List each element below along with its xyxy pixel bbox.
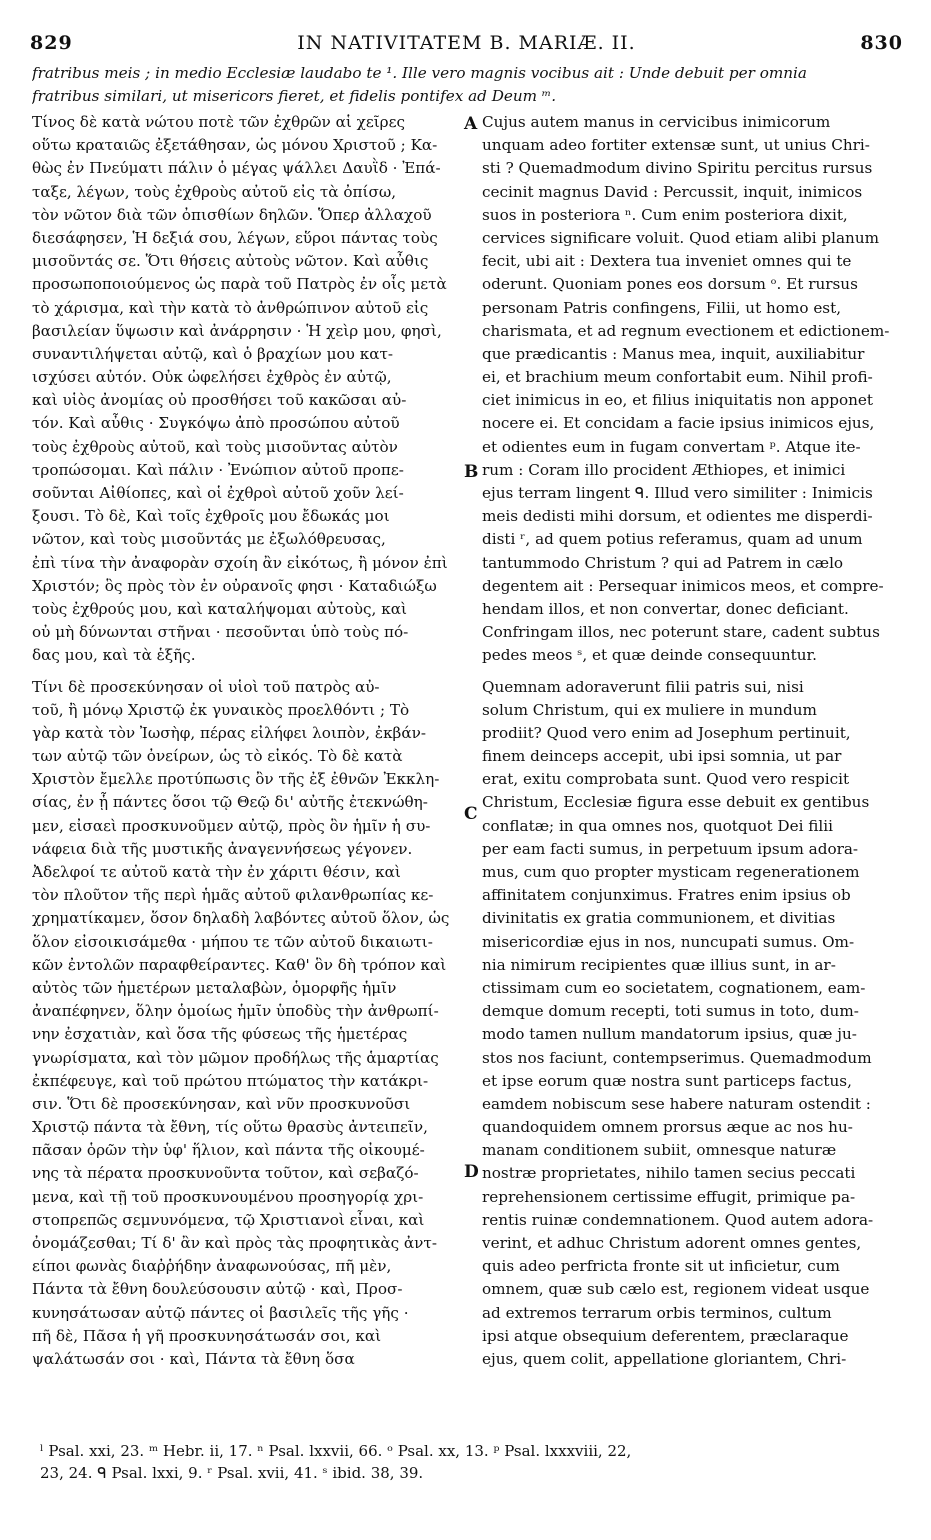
text-line: μεν, εἰσαεὶ προσκυνοῦμεν αὐτῷ, πρὸς ὃν ἡμῖν ἡ συ- [32,816,431,835]
page-number-left: 829 [30,32,73,54]
text-line: ταξε, λέγων, τοὺς ἐχθροὺς αὐτοῦ εἰς τὰ ὀπίσω, [32,182,397,201]
text-line: charismata, et ad regnum evectionem et edictionem- [482,321,890,340]
text-line: θὼς ἐν Πνεύματι πάλιν ὁ μέγας ψάλλει Δαυῒδ · Ἐπά- [32,159,441,178]
text-line: νῶτον, καὶ τοὺς μισοῦντάς με ἐξωλόθρευσας, [32,530,386,549]
text-line: Χριστόν; ὃς πρὸς τὸν ἐν οὐρανοῖς φησι · Καταδιώξω [32,576,437,595]
text-line: ψαλάτωσάν σοι · καὶ, Πάντα τὰ ἔθνη ὅσα [32,1349,355,1368]
text-line: Quemnam adoraverunt filii patris sui, nisi [482,677,804,696]
text-line: τοὺς ἐχθρούς μου, καὶ καταλήψομαι αὐτοὺς, καὶ [32,599,407,618]
text-line: nostræ proprietates, nihilo tamen secius peccati [482,1164,856,1183]
text-line: conflatæ; in qua omnes nos, quotquot Dei filii [482,816,833,835]
text-line: finem deinceps accepit, ubi ipsi somnia, ut par [482,747,842,766]
text-line: per eam facti sumus, in perpetuum ipsum adora- [482,839,859,858]
text-line: βασιλείαν ὕψωσιν καὶ ἀνάρρησιν · Ἡ χεὶρ μου, φησὶ, [32,321,442,340]
text-line: σίας, ἐν ᾗ πάντες ὅσοι τῷ Θεῷ δι' αὐτῆς ἐτεκνώθη- [32,793,428,812]
text-line: reprehensionem certissime effugit, primique pa- [482,1187,856,1206]
text-line: χρηματίκαμεν, ὅσον δηλαδὴ λαβόντες αὐτοῦ ὅλον, ὡς [32,909,450,928]
greek-column [32,111,462,1371]
text-line: ἀναπέφηνεν, ὅλην ὁμοίως ἡμῖν ὑποδὺς τὴν ἀνθρωπί- [32,1002,439,1021]
text-line: Cujus autem manus in cervicibus inimicorum [482,113,831,131]
text-line: προσωποποιούμενος ὡς παρὰ τοῦ Πατρὸς ἐν οἷς μετὰ [32,275,447,294]
text-line: manam conditionem subiit, omnesque naturæ [482,1141,837,1160]
text-line: tantummodo Christum ? qui ad Patrem in cælo [482,553,844,572]
text-line: ισχύσει αὐτόν. Οὐκ ὠφελήσει ἐχθρὸς ἐν αὐτῷ, [32,368,392,387]
text-line: τὸν νῶτον διὰ τῶν ὀπισθίων δηλῶν. Ὅπερ ἀλλαχοῦ [32,205,432,224]
text-line: σοῦνται Αἰθίοπες, καὶ οἱ ἐχθροὶ αὐτοῦ χοῦν λεί- [32,484,404,502]
margin-marker-d: D [464,1162,479,1182]
page-header [30,32,903,58]
text-line: omnem, quæ sub cælo est, regionem videat usque [482,1280,870,1299]
text-line: των αὐτῷ τῶν ὀνείρων, ὡς τὸ εἰκός. Τὸ δὲ κατὰ [32,747,403,766]
text-line: affinitatem conjunximus. Fratres enim ipsius ob [482,886,851,905]
text-line: degentem ait : Persequar inimicos meos, et compre- [482,576,884,595]
text-line: quandoquidem omnem prorsus æque ac nos hu- [482,1118,853,1137]
text-line: stos nos faciunt, contempserimus. Quemadmodum [482,1048,872,1067]
text-line: τὸ χάρισμα, καὶ τὴν κατὰ τὸ ἀνθρώπινον αὐτοῦ εἰς [32,298,429,317]
running-title: IN NATIVITATEM B. MARIÆ. II. [297,32,636,54]
footnotes [40,1440,898,1484]
footnote-line: 23, 24. ᑫ Psal. lxxi, 9. ʳ Psal. xvii, 41. ˢ ibid. 38, 39. [40,1464,424,1482]
text-line: cervices significare voluit. Quod etiam alibi planum [482,228,879,247]
text-line: μισοῦντάς σε. Ὅτι θήσεις αὐτοὺς νῶτον. Καὶ αὖθις [32,252,429,271]
text-line: fratribus similari, ut misericors fieret, et fidelis pontifex ad Deum ᵐ. [32,87,557,105]
text-line: verint, et adhuc Christum adorent omnes gentes, [482,1234,862,1252]
text-line: δας μου, καὶ τὰ ἑξῆς. [32,646,196,665]
margin-marker-c: C [464,804,478,824]
text-line: quis adeo perfricta fronte sit ut inficietur, cum [482,1257,840,1276]
text-line: hendam illos, et non convertar, donec deficiant. [482,599,849,618]
text-line: ipsi atque obsequium deferentem, præclaraque [482,1326,849,1345]
page-number-right: 830 [860,32,903,54]
text-line: νην ἐσχατιὰν, καὶ ὅσα τῆς φύσεως τῆς ἡμετέρας [32,1025,408,1044]
text-line: misericordiæ ejus in nos, nuncupati sumus. Om- [482,932,855,951]
text-line: fecit, ubi ait : Dextera tua inveniet omnes qui te [482,252,852,271]
text-line: οὕτω κραταιῶς ἐξετάθησαν, ὡς μόνου Χριστοῦ ; Κα- [32,136,438,155]
text-line: unquam adeo fortiter extensæ sunt, ut unius Chri- [482,136,870,155]
text-line: ἐπὶ τίνα τὴν ἀναφορὰν σχοίη ἂν εἰκότως, ἢ μόνον ἐπὶ [32,553,448,572]
text-line: personam Patris confingens, Filii, ut homo est, [482,298,842,317]
text-line: ejus, quem colit, appellatione gloriantem, Chri- [482,1349,847,1368]
footnote-line: ˡ Psal. xxi, 23. ᵐ Hebr. ii, 17. ⁿ Psal. lxxvii, 66. ᵒ Psal. xx, 13. ᵖ Psal. lxxxviii, 22, [40,1442,632,1460]
margin-marker-b: B [464,462,479,482]
text-line: eamdem nobiscum sese habere naturam ostendit : [482,1094,871,1113]
text-line: mus, cum quo propter mysticam regenerationem [482,863,860,881]
text-line: Confringam illos, nec poterunt stare, cadent subtus [482,623,880,642]
text-line: συναντιλήψεται αὐτῷ, καὶ ὁ βραχίων μου κατ- [32,344,393,363]
text-line: Ἀδελφοί τε αὐτοῦ κατὰ τὴν ἐν χάριτι θέσιν, καὶ [32,863,401,881]
text-line: Τίνι δὲ προσεκύνησαν οἱ υἱοὶ τοῦ πατρὸς αὐ- [32,677,380,696]
text-line: Πάντα τὰ ἔθνη δουλεύσουσιν αὐτῷ · καὶ, Προσ- [32,1280,403,1299]
text-line: nocere ei. Et concidam a facie ipsius inimicos ejus, [482,414,875,433]
text-line: πᾶσαν ὁρῶν τὴν ὑφ' ἥλιον, καὶ πάντα τῆς οἰκουμέ- [32,1141,425,1160]
text-line: σιν. Ὅτι δὲ προσεκύνησαν, καὶ νῦν προσκυνοῦσι [32,1094,411,1113]
text-line: τροπώσομαι. Καὶ πάλιν · Ἐνώπιον αὐτοῦ προπε- [32,460,404,479]
text-line: erat, exitu comprobata sunt. Quod vero respicit [482,770,850,789]
text-line: rentis ruinæ condemnationem. Quod autem adora- [482,1210,874,1229]
text-line: διεσάφησεν, Ἡ δεξιά σου, λέγων, εὕροι πάντας τοὺς [32,228,438,247]
latin-column [482,111,894,1371]
text-line: suos in posteriora ⁿ. Cum enim posteriora dixit, [482,205,848,224]
text-line: κυνησάτωσαν αὐτῷ πάντες οἱ βασιλεῖς τῆς γῆς · [32,1303,409,1322]
text-line: sti ? Quemadmodum divino Spiritu percitus rursus [482,159,873,178]
text-line: καὶ υἱὸς ἀνομίας οὐ προσθήσει τοῦ κακῶσαι αὐ- [32,391,407,410]
text-line: cecinit magnus David : Percussit, inquit, inimicos [482,182,863,201]
text-line: fratribus meis ; in medio Ecclesiæ laudabo te ¹. Ille vero magnis vocibus ait : Unde debuit per omnia [32,64,807,82]
text-line: στοπρεπῶς σεμνυνόμενα, τῷ Χριστιανοὶ εἶναι, καὶ [32,1210,425,1229]
text-line: prodiit? Quod vero enim ad Josephum pertinuit, [482,723,851,742]
text-line: ἐκπέφευγε, καὶ τοῦ πρώτου πτώματος τὴν κατάκρι- [32,1071,429,1090]
text-line: Τίνος δὲ κατὰ νώτου ποτὲ τῶν ἐχθρῶν αἱ χεῖρες [32,113,405,131]
text-line: ad extremos terrarum orbis terminos, cultum [482,1303,832,1322]
intro-paragraph [32,62,894,108]
text-line: solum Christum, qui ex muliere in mundum [482,700,817,719]
text-line: disti ʳ, ad quem potius referamus, quam ad unum [482,530,863,549]
text-line: rum : Coram illo procident Æthiopes, et inimici [482,460,846,479]
text-line: ὅλον εἰσοικισάμεθα · μήπου τε τῶν αὐτοῦ δικαιωτι- [32,932,433,951]
text-line: et ipse eorum quæ nostra sunt particeps factus, [482,1071,852,1090]
text-line: que prædicantis : Manus mea, inquit, auxiliabitur [482,344,865,363]
text-line: meis dedisti mihi dorsum, et odientes me disperdi- [482,507,873,526]
text-line: Χριστὸν ἔμελλε προτύπωσις ὂν τῆς ἐξ ἐθνῶν Ἐκκλη- [32,770,440,789]
text-line: κῶν ἐντολῶν παραφθείραντες. Καθ' ὃν δὴ τρόπον καὶ [32,955,447,974]
text-line: πῆ δὲ, Πᾶσα ἡ γῆ προσκυνησάτωσάν σοι, καὶ [32,1326,382,1345]
text-line: ctissimam cum eo societatem, cognationem, eam- [482,978,866,997]
text-line: τοῦ, ἢ μόνῳ Χριστῷ ἐκ γυναικὸς προελθόντι ; Τὸ [32,700,410,719]
text-line: pedes meos ˢ, et quæ deinde consequuntur. [482,646,817,665]
text-line: ὀνομάζεσθαι; Τί δ' ἂν καὶ πρὸς τὰς προφητικὰς ἀντ- [32,1234,437,1252]
text-line: ξουσι. Τὸ δὲ, Καὶ τοῖς ἐχθροῖς μου ἔδωκάς μοι [32,507,390,526]
text-line: et odientes eum in fugam convertam ᵖ. Atque ite- [482,437,861,456]
text-line: οὐ μὴ δύνωνται στῆναι · πεσοῦνται ὑπὸ τοὺς πό- [32,623,409,642]
text-line: τὸν πλοῦτον τῆς περὶ ἡμᾶς αὐτοῦ φιλανθρωπίας κε- [32,886,434,905]
text-line: ei, et brachium meum confortabit eum. Nihil profi- [482,368,873,387]
text-line: modo tamen nullum mandatorum ipsius, quæ ju- [482,1025,857,1044]
text-line: γνωρίσματα, καὶ τὸν μῶμον προδήλως τῆς ἁμαρτίας [32,1048,439,1067]
text-line: αὐτὸς τῶν ἡμετέρων μεταλαβὼν, ὁμορφῆς ἡμῖν [32,978,397,997]
text-line: nia nimirum recipientes quæ illius sunt, in ar- [482,955,836,974]
text-line: ciet inimicus in eo, et filius iniquitatis non apponet [482,391,874,410]
text-line: μενα, καὶ τῇ τοῦ προσκυνουμένου προσηγορίᾳ χρι- [32,1187,424,1206]
text-line: oderunt. Quoniam pones eos dorsum ᵒ. Et rursus [482,275,858,294]
margin-marker-a: A [464,114,478,134]
text-line: νης τὰ πέρατα προσκυνοῦντα τοῦτον, καὶ σεβαζό- [32,1164,419,1183]
text-line: ejus terram lingent ᑫ. Illud vero similiter : Inimicis [482,484,873,502]
text-line: είποι φωνὰς διαῤῥήδην ἀναφωνούσας, πῆ μὲν, [32,1257,392,1276]
text-line: νάφεια διὰ τῆς μυστικῆς ἀναγεννήσεως γέγονεν. [32,839,413,858]
text-line: Χριστῷ πάντα τὰ ἔθνη, τίς οὕτω θρασὺς ἀντειπεῖν, [32,1118,428,1137]
text-line: Christum, Ecclesiæ figura esse debuit ex gentibus [482,793,870,812]
text-line: divinitatis ex gratia communionem, et divitias [482,909,836,928]
text-line: τοὺς ἐχθροὺς αὐτοῦ, καὶ τοὺς μισοῦντας αὐτὸν [32,437,398,456]
text-line: γὰρ κατὰ τὸν Ἰωσὴφ, πέρας εἰλήφει λοιπὸν, ἐκβάν- [32,723,426,742]
text-line: τόν. Καὶ αὖθις · Συγκόψω ἀπὸ προσώπου αὐτοῦ [32,414,400,433]
text-line: demque domum recepti, toti sumus in toto, dum- [482,1002,859,1021]
